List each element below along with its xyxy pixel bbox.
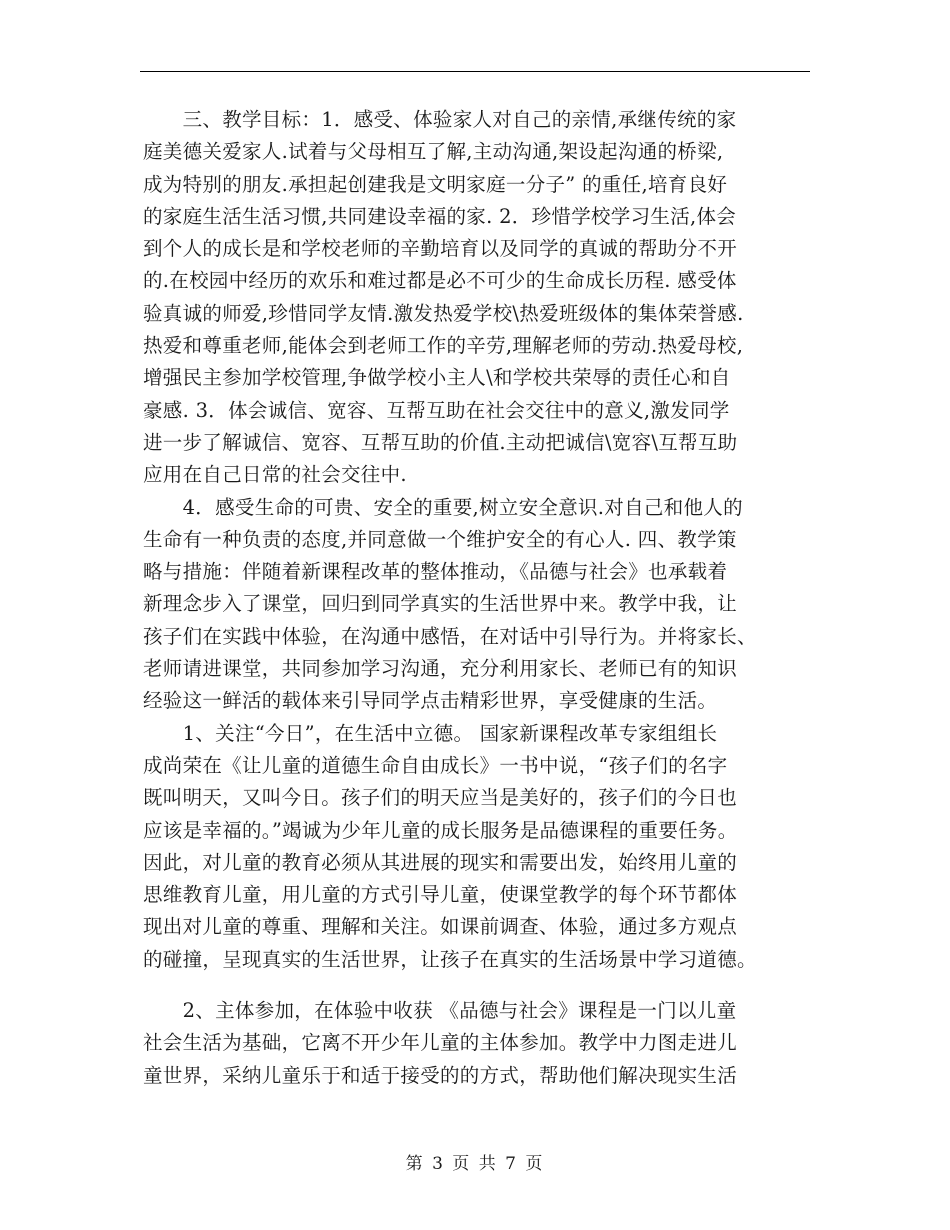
text-line: 增强民主参加学校管理,争做学校小主人\和学校共荣辱的责任心和自: [143, 366, 731, 390]
text-line: 社会生活为基础，它离不开少年儿童的主体参加。教学中力图走进儿: [143, 1031, 738, 1055]
text-line: 到个人的成长是和学校老师的辛勤培育以及同学的真诚的帮助分不开: [143, 237, 738, 261]
text-line: 三、教学目标：1．感受、体验家人对自己的亲情,承继传统的家: [143, 108, 737, 131]
text-line: 的碰撞，呈现真实的生活世界，让孩子在真实的生活场景中学习道德。: [143, 947, 757, 971]
text-line: 生命有一种负责的态度,并同意做一个维护安全的有心人. 四、教学策: [143, 527, 737, 551]
text-line: 豪感. 3．体会诚信、宽容、互帮互助在社会交往中的意义,激发同学: [143, 398, 730, 422]
text-line: 的.在校园中经历的欢乐和难过都是必不可少的生命成长历程. 感受体: [143, 269, 737, 293]
text-line: 童世界，采纳儿童乐于和适于接受的的方式，帮助他们解决现实生活: [143, 1063, 738, 1087]
text-line: 的家庭生活生活习惯,共同建设幸福的家. 2．珍惜学校学习生活,体会: [143, 204, 737, 228]
text-line: 热爱和尊重老师,能体会到老师工作的辛劳,理解老师的劳动.热爱母校,: [143, 334, 744, 358]
text-line: 庭美德关爱家人.试着与父母相互了解,主动沟通,架设起沟通的桥梁,: [143, 140, 724, 164]
text-line: 新理念步入了课堂，回归到同学真实的生活世界中来。教学中我，让: [143, 592, 738, 616]
text-line: 经验这一鲜活的载体来引导同学点击精彩世界，享受健康的生活。: [143, 689, 718, 713]
text-line: 现出对儿童的尊重、理解和关注。如课前调查、体验，通过多方观点: [143, 915, 738, 939]
paragraph-block-continued: [143, 995, 808, 1092]
text-line: 2、主体参加，在体验中收获 《品德与社会》课程是一门以儿童: [143, 999, 737, 1023]
text-line: 略与措施：伴随着新课程改革的整体推动，《品德与社会》也承载着: [143, 560, 728, 584]
text-line: 1、关注“今日”，在生活中立德。 国家新课程改革专家组组长: [143, 721, 718, 745]
text-line: 进一步了解诚信、宽容、互帮互助的价值.主动把诚信\宽容\互帮互助: [143, 430, 738, 454]
paragraph-gap: [143, 976, 808, 995]
body-text: [143, 104, 808, 1092]
text-line: 老师请进课堂，共同参加学习沟通，充分利用家长、老师已有的知识: [143, 657, 738, 681]
text-line: 验真诚的师爱,珍惜同学友情.激发热爱学校\热爱班级体的集体荣誉感.: [143, 301, 744, 325]
text-line: 成尚荣在《让儿童的道德生命自由成长》一书中说，“孩子们的名字: [143, 753, 728, 777]
text-line: 孩子们在实践中体验，在沟通中感悟，在对话中引导行为。并将家长、: [143, 624, 757, 648]
header-rule: [140, 71, 810, 72]
text-line: 成为特别的朋友.承担起创建我是文明家庭一分子” 的重任,培育良好: [143, 172, 728, 196]
page-number-footer: 第 3 页 共 7 页: [405, 1154, 545, 1174]
text-line: 4．感受生命的可贵、安全的重要,树立安全意识.对自己和他人的: [143, 495, 743, 519]
text-line: 应用在自己日常的社会交往中.: [143, 463, 407, 487]
text-line: 思维教育儿童，用儿童的方式引导儿童，使课堂教学的每个环节都体: [143, 883, 738, 907]
text-line: 既叫明天，又叫今日。孩子们的明天应当是美好的，孩子们的今日也: [143, 786, 738, 810]
text-line: 因此，对儿童的教育必须从其进展的现实和需要出发，始终用儿童的: [143, 850, 738, 874]
paragraph-block-main: [143, 104, 808, 976]
text-line: 应该是幸福的。”竭诚为少年儿童的成长服务是品德课程的重要任务。: [143, 818, 738, 842]
